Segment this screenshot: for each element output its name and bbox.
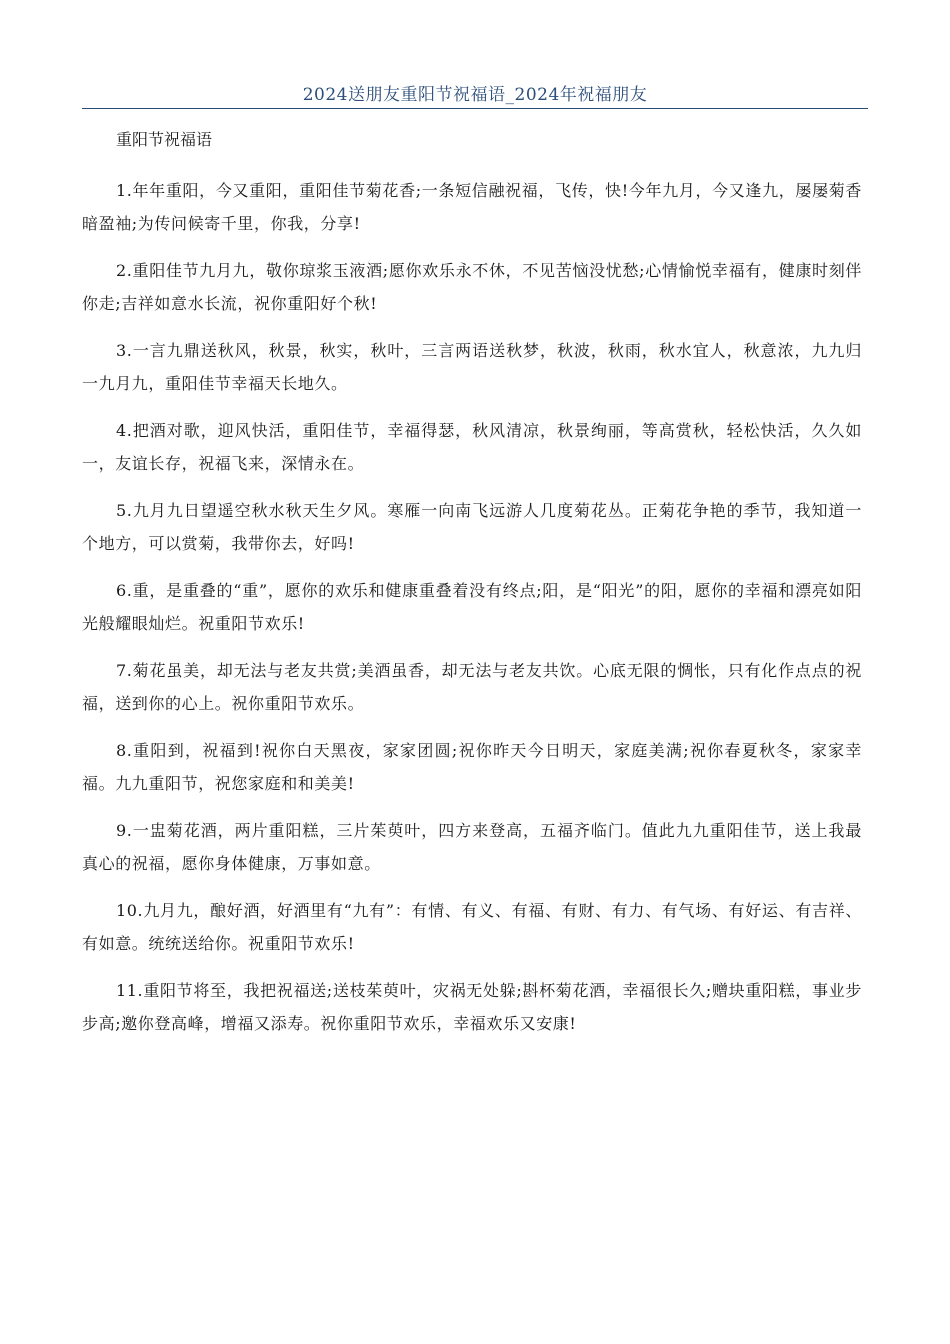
paragraph: 4.把酒对歌，迎风快活，重阳佳节，幸福得瑟，秋风清凉，秋景绚丽，等高赏秋，轻松快活，久久如一，友谊长存，祝福飞来，深情永在。 xyxy=(82,421,862,473)
paragraph: 5.九月九日望遥空秋水秋天生夕风。寒雁一向南飞远游人几度菊花丛。正菊花争艳的季节，我知道一个地方，可以赏菊，我带你去，好吗! xyxy=(82,501,862,553)
paragraph: 6.重，是重叠的“重”，愿你的欢乐和健康重叠着没有终点;阳，是“阳光”的阳，愿你的幸福和漂亮如阳光般耀眼灿烂。祝重阳节欢乐! xyxy=(82,581,862,633)
page-header xyxy=(82,84,868,109)
paragraph: 3.一言九鼎送秋风，秋景，秋实，秋叶，三言两语送秋梦，秋波，秋雨，秋水宜人，秋意浓，九九归一九月九，重阳佳节幸福天长地久。 xyxy=(82,341,862,393)
section-heading: 重阳节祝福语 xyxy=(116,130,213,149)
paragraph: 10.九月九，酿好酒，好酒里有“九有”：有情、有义、有福、有财、有力、有气场、有好运、有吉祥、有如意。统统送给你。祝重阳节欢乐! xyxy=(82,901,862,953)
paragraph: 2.重阳佳节九月九，敬你琼浆玉液酒;愿你欢乐永不休，不见苦恼没忧愁;心情愉悦幸福有，健康时刻伴你走;吉祥如意水长流，祝你重阳好个秋! xyxy=(82,261,862,313)
paragraph: 9.一盅菊花酒，两片重阳糕，三片茱萸叶，四方来登高，五福齐临门。值此九九重阳佳节，送上我最真心的祝福，愿你身体健康，万事如意。 xyxy=(82,821,862,873)
paragraph: 11.重阳节将至，我把祝福送;送枝茱萸叶，灾祸无处躲;斟杯菊花酒，幸福很长久;赠块重阳糕，事业步步高;邀你登高峰，增福又添寿。祝你重阳节欢乐，幸福欢乐又安康! xyxy=(82,981,862,1033)
paragraph: 1.年年重阳，今又重阳，重阳佳节菊花香;一条短信融祝福，飞传，快!今年九月，今又逢九，屡屡菊香暗盈袖;为传问候寄千里，你我，分享! xyxy=(82,181,862,233)
header-title: 2024送朋友重阳节祝福语_2024年祝福朋友 xyxy=(302,85,648,105)
document-body xyxy=(82,126,862,1054)
paragraph: 7.菊花虽美，却无法与老友共赏;美酒虽香，却无法与老友共饮。心底无限的惆怅，只有化作点点的祝福，送到你的心上。祝你重阳节欢乐。 xyxy=(82,661,862,713)
paragraph: 8.重阳到，祝福到!祝你白天黑夜，家家团圆;祝你昨天今日明天，家庭美满;祝你春夏秋冬，家家幸福。九九重阳节，祝您家庭和和美美! xyxy=(82,741,862,793)
